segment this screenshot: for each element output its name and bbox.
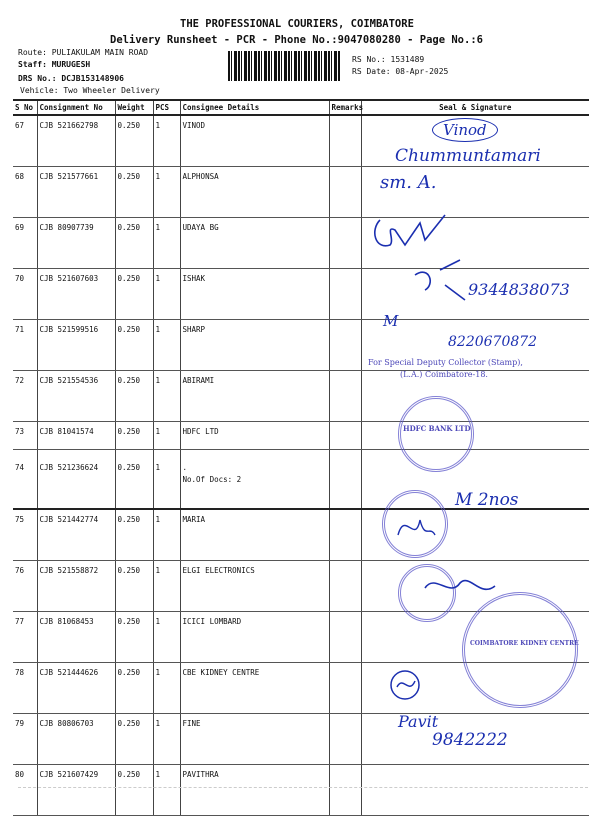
cell-sno: 67 bbox=[13, 115, 37, 167]
runsheet-table bbox=[13, 99, 589, 816]
cell-consignee bbox=[180, 450, 329, 510]
cell-remarks bbox=[329, 663, 361, 714]
cell-weight: 0.250 bbox=[115, 115, 153, 167]
cell-sno: 71 bbox=[13, 320, 37, 371]
cell-sno: 77 bbox=[13, 612, 37, 663]
cell-pcs: 1 bbox=[153, 422, 180, 450]
signature-row68b: sm. A. bbox=[380, 172, 437, 193]
cell-consignment: CJB 80806703 bbox=[37, 714, 115, 765]
cell-consignee: ICICI LOMBARD bbox=[180, 612, 329, 663]
rs-number: RS No.: 1531489 bbox=[352, 55, 425, 64]
table-row bbox=[13, 218, 589, 269]
cell-weight: 0.250 bbox=[115, 509, 153, 561]
cell-consignment: CJB 521577661 bbox=[37, 167, 115, 218]
hdfc-seal-text: HDFC BANK LTD bbox=[403, 424, 471, 433]
cell-sno: 69 bbox=[13, 218, 37, 269]
cell-sno: 68 bbox=[13, 167, 37, 218]
cell-remarks bbox=[329, 115, 361, 167]
kidney-seal-text: COIMBATORE KIDNEY CENTRE bbox=[470, 640, 579, 647]
cell-weight: 0.250 bbox=[115, 612, 153, 663]
col-pcs: PCS bbox=[153, 100, 180, 115]
cell-consignee: ALPHONSA bbox=[180, 167, 329, 218]
runsheet-title: Delivery Runsheet - PCR - Phone No.:9047080280 - Page No.:6 bbox=[110, 34, 483, 46]
cell-consignee: PAVITHRA bbox=[180, 765, 329, 816]
cell-consignment: CJB 521236624 bbox=[37, 450, 115, 510]
table-row bbox=[13, 765, 589, 816]
collector-seal-line1: For Special Deputy Collector (Stamp), bbox=[368, 358, 523, 367]
collector-seal-line2: (L.A.) Coimbatore-18. bbox=[400, 370, 488, 379]
cell-sno: 78 bbox=[13, 663, 37, 714]
cell-consignment: CJB 521558872 bbox=[37, 561, 115, 612]
cell-remarks bbox=[329, 422, 361, 450]
col-sno: S No bbox=[13, 100, 37, 115]
col-seal: Seal & Signature bbox=[361, 100, 589, 115]
signature-row68: Chummuntamari bbox=[395, 146, 541, 166]
cell-pcs: 1 bbox=[153, 765, 180, 816]
cell-sno: 80 bbox=[13, 765, 37, 816]
staff-label: Staff: MURUGESH bbox=[18, 60, 91, 69]
cell-consignment: CJB 521607429 bbox=[37, 765, 115, 816]
cell-remarks bbox=[329, 320, 361, 371]
cell-remarks bbox=[329, 561, 361, 612]
rs-date: RS Date: 08-Apr-2025 bbox=[352, 67, 449, 76]
kidney-centre-seal bbox=[462, 592, 578, 708]
cell-weight: 0.250 bbox=[115, 450, 153, 510]
signature-row76 bbox=[390, 505, 440, 550]
cell-pcs: 1 bbox=[153, 218, 180, 269]
doc-count: No.Of Docs: 2 bbox=[182, 475, 242, 484]
cell-weight: 0.250 bbox=[115, 371, 153, 422]
cell-sno: 70 bbox=[13, 269, 37, 320]
table-row bbox=[13, 167, 589, 218]
cell-pcs: 1 bbox=[153, 509, 180, 561]
signature-row75: M 2nos bbox=[455, 490, 519, 510]
cell-sno: 76 bbox=[13, 561, 37, 612]
cell-consignment: CJB 521599516 bbox=[37, 320, 115, 371]
company-title: THE PROFESSIONAL COURIERS, COIMBATORE bbox=[180, 18, 414, 30]
consignee-name: . bbox=[182, 463, 188, 472]
cell-weight: 0.250 bbox=[115, 663, 153, 714]
cell-pcs: 1 bbox=[153, 167, 180, 218]
cell-consignment: CJB 521607603 bbox=[37, 269, 115, 320]
cell-sno: 75 bbox=[13, 509, 37, 561]
cell-consignee: ELGI ELECTRONICS bbox=[180, 561, 329, 612]
phone-row70: 9344838073 bbox=[468, 280, 570, 299]
cell-weight: 0.250 bbox=[115, 714, 153, 765]
signature-row80: Pavit bbox=[398, 712, 439, 731]
cell-pcs: 1 bbox=[153, 115, 180, 167]
cell-pcs: 1 bbox=[153, 663, 180, 714]
col-consignment: Consignment No bbox=[37, 100, 115, 115]
phone-row72: 8220670872 bbox=[448, 334, 538, 350]
cell-remarks bbox=[329, 269, 361, 320]
cell-weight: 0.250 bbox=[115, 765, 153, 816]
cell-remarks bbox=[329, 509, 361, 561]
cell-remarks bbox=[329, 167, 361, 218]
cell-weight: 0.250 bbox=[115, 422, 153, 450]
cell-seal bbox=[361, 422, 589, 450]
cell-sno: 74 bbox=[13, 450, 37, 510]
cell-sno: 73 bbox=[13, 422, 37, 450]
cell-pcs: 1 bbox=[153, 714, 180, 765]
cell-consignment: CJB 81041574 bbox=[37, 422, 115, 450]
cell-weight: 0.250 bbox=[115, 218, 153, 269]
footer-divider bbox=[18, 787, 588, 788]
cell-consignee: MARIA bbox=[180, 509, 329, 561]
cell-remarks bbox=[329, 612, 361, 663]
cell-consignment: CJB 521662798 bbox=[37, 115, 115, 167]
cell-remarks bbox=[329, 714, 361, 765]
cell-weight: 0.250 bbox=[115, 167, 153, 218]
phone-row80: 9842222 bbox=[432, 730, 508, 750]
cell-pcs: 1 bbox=[153, 612, 180, 663]
cell-consignee: HDFC LTD bbox=[180, 422, 329, 450]
cell-consignee: SHARP bbox=[180, 320, 329, 371]
signature-row71: M bbox=[383, 312, 399, 330]
cell-weight: 0.250 bbox=[115, 561, 153, 612]
signature-row79 bbox=[385, 665, 425, 705]
cell-consignee: FINE bbox=[180, 714, 329, 765]
table-row bbox=[13, 422, 589, 450]
cell-sno: 79 bbox=[13, 714, 37, 765]
cell-consignment: CJB 521444626 bbox=[37, 663, 115, 714]
cell-consignment: CJB 521554536 bbox=[37, 371, 115, 422]
cell-consignee: CBE KIDNEY CENTRE bbox=[180, 663, 329, 714]
hdfc-seal bbox=[398, 396, 474, 472]
cell-sno: 72 bbox=[13, 371, 37, 422]
cell-consignee: ISHAK bbox=[180, 269, 329, 320]
cell-consignee: VINOD bbox=[180, 115, 329, 167]
cell-pcs: 1 bbox=[153, 561, 180, 612]
route-label: Route: PULIAKULAM MAIN ROAD bbox=[18, 48, 149, 57]
cell-weight: 0.250 bbox=[115, 320, 153, 371]
cell-remarks bbox=[329, 218, 361, 269]
drs-label: DRS No.: DCJB153148906 bbox=[18, 74, 124, 83]
cell-pcs: 1 bbox=[153, 450, 180, 510]
cell-consignee: ABIRAMI bbox=[180, 371, 329, 422]
cell-consignee: UDAYA BG bbox=[180, 218, 329, 269]
col-remarks: Remarks bbox=[329, 100, 361, 115]
table-row bbox=[13, 371, 589, 422]
col-consignee: Consignee Details bbox=[180, 100, 329, 115]
signature-vinod: Vinod bbox=[432, 118, 498, 142]
cell-remarks bbox=[329, 765, 361, 816]
cell-seal bbox=[361, 765, 589, 816]
cell-remarks bbox=[329, 450, 361, 510]
cell-consignment: CJB 80907739 bbox=[37, 218, 115, 269]
table-header-row bbox=[13, 100, 589, 115]
cell-remarks bbox=[329, 371, 361, 422]
cell-pcs: 1 bbox=[153, 269, 180, 320]
cell-pcs: 1 bbox=[153, 371, 180, 422]
cell-weight: 0.250 bbox=[115, 269, 153, 320]
cell-consignment: CJB 521442774 bbox=[37, 509, 115, 561]
vehicle-label: Vehicle: Two Wheeler Delivery bbox=[20, 86, 160, 95]
signature-row77 bbox=[420, 568, 500, 603]
cell-consignment: CJB 81068453 bbox=[37, 612, 115, 663]
cell-pcs: 1 bbox=[153, 320, 180, 371]
barcode bbox=[228, 51, 340, 81]
table-row bbox=[13, 509, 589, 561]
col-weight: Weight bbox=[115, 100, 153, 115]
